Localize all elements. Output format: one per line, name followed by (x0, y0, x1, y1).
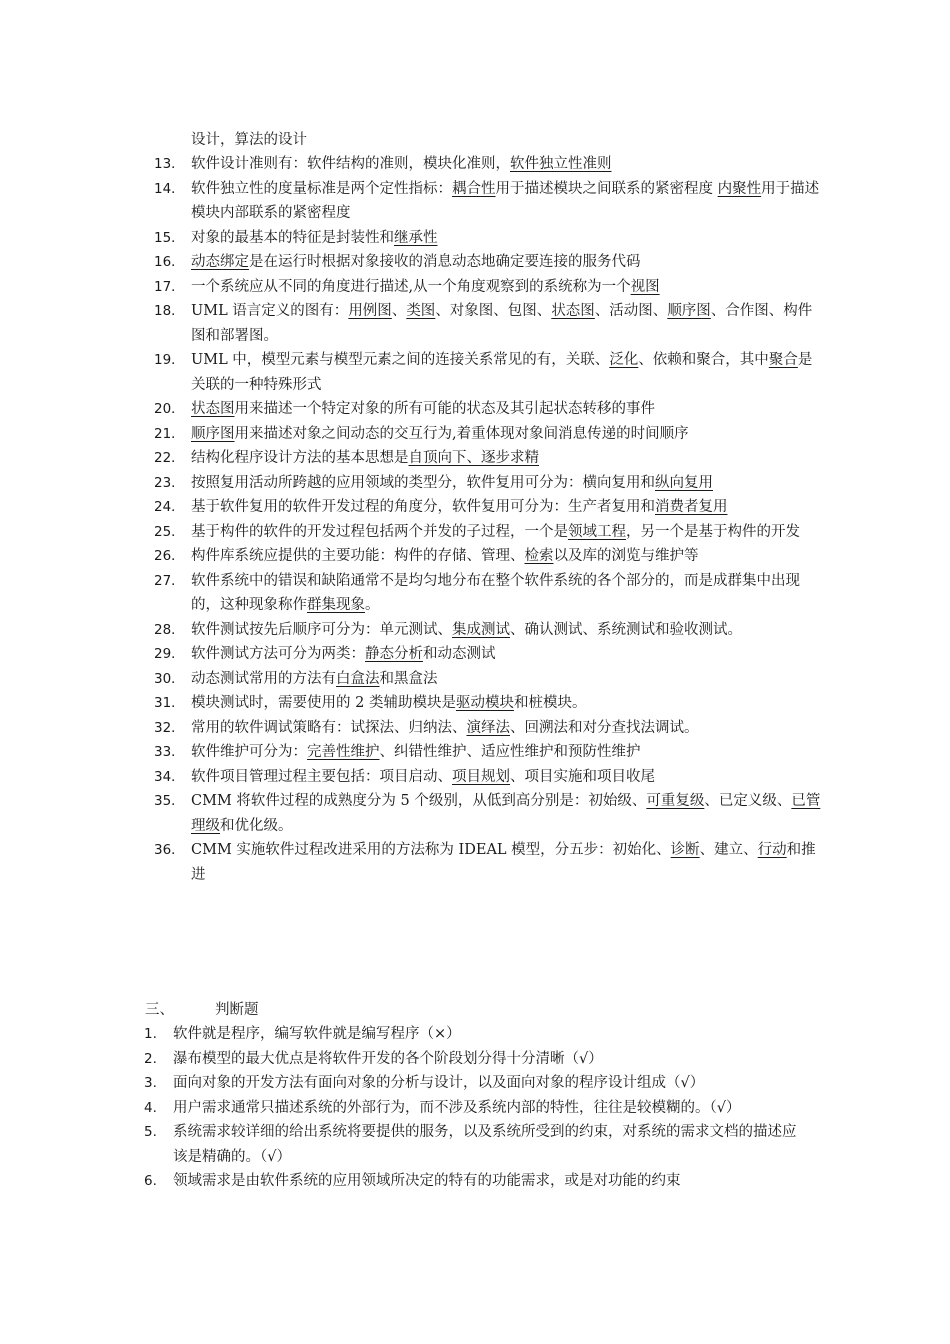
item-text: 。 (365, 597, 380, 613)
item-text: 软件设计准则有：软件结构的准则，模块化准则， (191, 156, 510, 172)
answer-text: 已管理级 (191, 793, 821, 834)
item-number: 5. (144, 1124, 157, 1140)
fill-in-item (0, 716, 821, 741)
answer-text: 诊断 (670, 842, 700, 858)
item-text: 面向对象的开发方法有面向对象的分析与设计，以及面向对象的程序设计组成（√） (173, 1075, 705, 1091)
item-number: 28． (154, 621, 185, 638)
item-number: 31． (154, 695, 185, 711)
item-number: 22． (154, 450, 185, 466)
item-number: 30． (154, 670, 185, 687)
answer-text: 动态绑定 (191, 254, 249, 270)
item-number: 3. (144, 1075, 157, 1091)
judgment-item (0, 1047, 805, 1072)
item-number: 36． (154, 842, 185, 858)
answer-text: 自顶向下、逐步求精 (408, 450, 539, 466)
item-text: UML 中，模型元素与模型元素之间的连接关系常见的有，关联、 (191, 352, 610, 368)
judgment-item (0, 1169, 805, 1194)
item-text: 模块测试时，需要使用的 2 类辅助模块是 (191, 695, 456, 711)
answer-text: 顺序图 (667, 303, 711, 319)
item-text: 瀑布模型的最大优点是将软件开发的各个阶段划分得十分清晰（√） (173, 1050, 603, 1067)
item-text: 和动态测试 (423, 646, 496, 662)
item-text: 、合作图、构件图和部署图。 (191, 303, 813, 344)
fill-in-item (0, 838, 821, 887)
judgment-item (0, 1096, 805, 1121)
answer-text: 驱动模块 (455, 695, 514, 711)
item-number: 35． (154, 793, 185, 809)
item-number: 18． (154, 303, 185, 319)
item-text: 、建立、 (699, 842, 758, 858)
item-text: 动态测试常用的方法有 (191, 670, 336, 687)
item-text: 是关联的一种特殊形式 (191, 352, 813, 393)
item-text: 软件测试按先后顺序可分为：单元测试、 (191, 621, 452, 638)
item-text: 和推进 (191, 842, 816, 883)
answer-text: 用例图 (348, 303, 392, 319)
item-text: 、回溯法和对分查找法调试。 (510, 719, 699, 736)
item-text: 、纠错性维护、适应性维护和预防性维护 (379, 744, 641, 760)
item-number: 24． (154, 499, 185, 515)
item-text: 、项目实施和项目收尾 (510, 768, 655, 785)
answer-text: 消费者复用 (655, 499, 728, 515)
item-text: 用户需求通常只描述系统的外部行为，而不涉及系统内部的特性，往往是较模糊的。（√） (173, 1099, 741, 1116)
answer-text: 聚合 (768, 352, 798, 368)
item-number: 13． (154, 156, 185, 172)
section-title: 判断题 (215, 1002, 259, 1018)
item-number: 25． (154, 523, 185, 540)
item-text: CMM 实施软件过程改进采用的方法称为 IDEAL 模型，分五步：初始化、 (191, 842, 671, 858)
answer-text: 完善性维护 (307, 744, 380, 760)
item-text: 软件就是程序，编写软件就是编写程序（×） (173, 1026, 461, 1042)
item-text: 构件库系统应提供的主要功能：构件的存储、管理、 (191, 548, 525, 564)
item-text: 用于描述模块之间联系的紧密程度 (495, 180, 718, 197)
item-text: 用于描述模块内部联系的紧密程度 (191, 180, 820, 221)
fill-in-item (0, 177, 821, 226)
item-text: 和黑盒法 (379, 670, 438, 687)
item-number: 19． (154, 352, 185, 368)
item-text: ，另一个是基于构件的开发 (626, 523, 800, 540)
fill-in-item (0, 299, 821, 348)
answer-text: 视图 (630, 278, 660, 295)
fill-in-item (0, 691, 821, 716)
item-number: 14． (154, 180, 185, 197)
item-text: 软件系统中的错误和缺陷通常不是均匀地分布在整个软件系统的各个部分的，而是成群集中出现的，这种现象称作 (191, 572, 800, 613)
item-number: 1. (144, 1026, 157, 1042)
answer-text: 演绎法 (466, 719, 510, 736)
item-text: 是在运行时根据对象接收的消息动态地确定要连接的服务代码 (249, 254, 641, 270)
item-number: 32． (154, 719, 185, 736)
item-number: 4. (144, 1099, 157, 1116)
fill-in-item (0, 152, 821, 177)
answer-text: 检索 (524, 548, 554, 564)
judgment-list (0, 1022, 950, 1194)
answer-text: 泛化 (609, 352, 639, 368)
item-text: 基于软件复用的软件开发过程的角度分，软件复用可分为：生产者复用和 (191, 499, 655, 515)
fill-in-item (0, 250, 821, 275)
section-number: 三、 (145, 1002, 174, 1018)
item-number: 29． (154, 646, 185, 662)
judgment-item (0, 1120, 805, 1169)
answer-text: 集成测试 (452, 621, 510, 638)
fill-in-item (0, 397, 821, 422)
answer-text: 白盒法 (336, 670, 380, 687)
fill-in-item (0, 544, 821, 569)
answer-text: 项目规划 (452, 768, 510, 785)
fill-in-item (0, 275, 821, 300)
answer-text: 行动 (757, 842, 787, 858)
fill-in-item (0, 495, 821, 520)
item-text: 按照复用活动所跨越的应用领域的类型分，软件复用可分为：横向复用和 (191, 474, 655, 491)
item-text: UML 语言定义的图有： (191, 303, 349, 319)
item-number: 21． (154, 425, 185, 442)
fill-in-item (0, 667, 821, 692)
section-heading (145, 998, 259, 1022)
fill-in-item (0, 471, 821, 496)
item-text: 用来描述一个特定对象的所有可能的状态及其引起状态转移的事件 (234, 401, 655, 417)
answer-text: 状态图 (191, 401, 235, 417)
item-text: 软件测试方法可分为两类： (191, 646, 365, 662)
item-text: 用来描述对象之间动态的交互行为,着重体现对象间消息传递的时间顺序 (234, 425, 689, 442)
answer-text: 顺序图 (191, 425, 235, 442)
fill-in-item (0, 765, 821, 790)
fill-in-item (0, 520, 821, 545)
item-number: 33． (154, 744, 185, 760)
answer-text: 可重复级 (646, 793, 705, 809)
item-text: 、 (391, 303, 407, 319)
item-text: 软件维护可分为： (191, 744, 307, 760)
fill-in-item (0, 446, 821, 471)
item-number: 27． (154, 572, 185, 589)
answer-text: 耦合性 (452, 180, 496, 197)
item-text: 、对象图、包图、 (435, 303, 552, 319)
answer-text: 状态图 (551, 303, 595, 319)
item-text: 和优化级。 (220, 817, 293, 834)
item-number: 17． (154, 278, 185, 295)
item-number: 16． (154, 254, 185, 270)
item-text: CMM 将软件过程的成熟度分为 5 个级别，从低到高分别是：初始级、 (191, 793, 647, 809)
judgment-item (0, 1071, 805, 1096)
fill-in-item (0, 422, 821, 447)
fill-in-list (0, 152, 950, 887)
item-text: 领域需求是由软件系统的应用领域所决定的特有的功能需求，或是对功能的约束 (173, 1173, 681, 1189)
item-text: 对象的最基本的特征是封装性和 (191, 229, 394, 246)
item-text: 软件项目管理过程主要包括：项目启动、 (191, 768, 452, 785)
item-text: 、依赖和聚合，其中 (638, 352, 769, 368)
item-number: 15． (154, 229, 185, 246)
judgment-item (0, 1022, 805, 1047)
item-number: 26． (154, 548, 185, 564)
item-text: 一个系统应从不同的角度进行描述,从一个角度观察到的系统称为一个 (191, 278, 631, 295)
fill-in-item (0, 789, 821, 838)
item-text: 、已定义级、 (704, 793, 792, 809)
item-text: 、确认测试、系统测试和验收测试。 (510, 621, 742, 638)
answer-text: 继承性 (394, 229, 438, 246)
item-number: 23． (154, 474, 185, 491)
item-text: 软件独立性的度量标准是两个定性指标： (191, 180, 452, 197)
item-number: 2. (144, 1050, 157, 1067)
answer-text: 软件独立性准则 (510, 156, 612, 172)
fill-in-item (0, 642, 821, 667)
fill-in-item (0, 226, 821, 251)
fill-in-item (0, 618, 821, 643)
item-number: 34． (154, 768, 185, 785)
item-number: 6. (144, 1173, 157, 1189)
item-number: 20． (154, 401, 185, 417)
answer-text: 内聚性 (717, 180, 762, 197)
answer-text: 纵向复用 (655, 474, 713, 491)
answer-text: 群集现象 (307, 597, 365, 613)
answer-text: 静态分析 (365, 646, 423, 662)
fill-in-item (0, 348, 821, 397)
item-text: 结构化程序设计方法的基本思想是 (191, 450, 409, 466)
continuation-line: 设计，算法的设计 (191, 132, 307, 148)
item-text: 以及库的浏览与维护等 (553, 548, 699, 564)
fill-in-item (0, 740, 821, 765)
item-text: 系统需求较详细的给出系统将要提供的服务，以及系统所受到的约束，对系统的需求文档的描述应该是精确的。（√） (173, 1124, 797, 1165)
item-text: 、活动图、 (594, 303, 668, 319)
fill-in-item (0, 569, 821, 618)
answer-text: 领域工程 (568, 523, 626, 540)
answer-text: 类图 (406, 303, 436, 319)
item-text: 和桩模块。 (513, 695, 587, 711)
item-text: 基于构件的软件的开发过程包括两个并发的子过程，一个是 (191, 523, 568, 540)
item-text: 常用的软件调试策略有：试探法、归纳法、 (191, 719, 467, 736)
